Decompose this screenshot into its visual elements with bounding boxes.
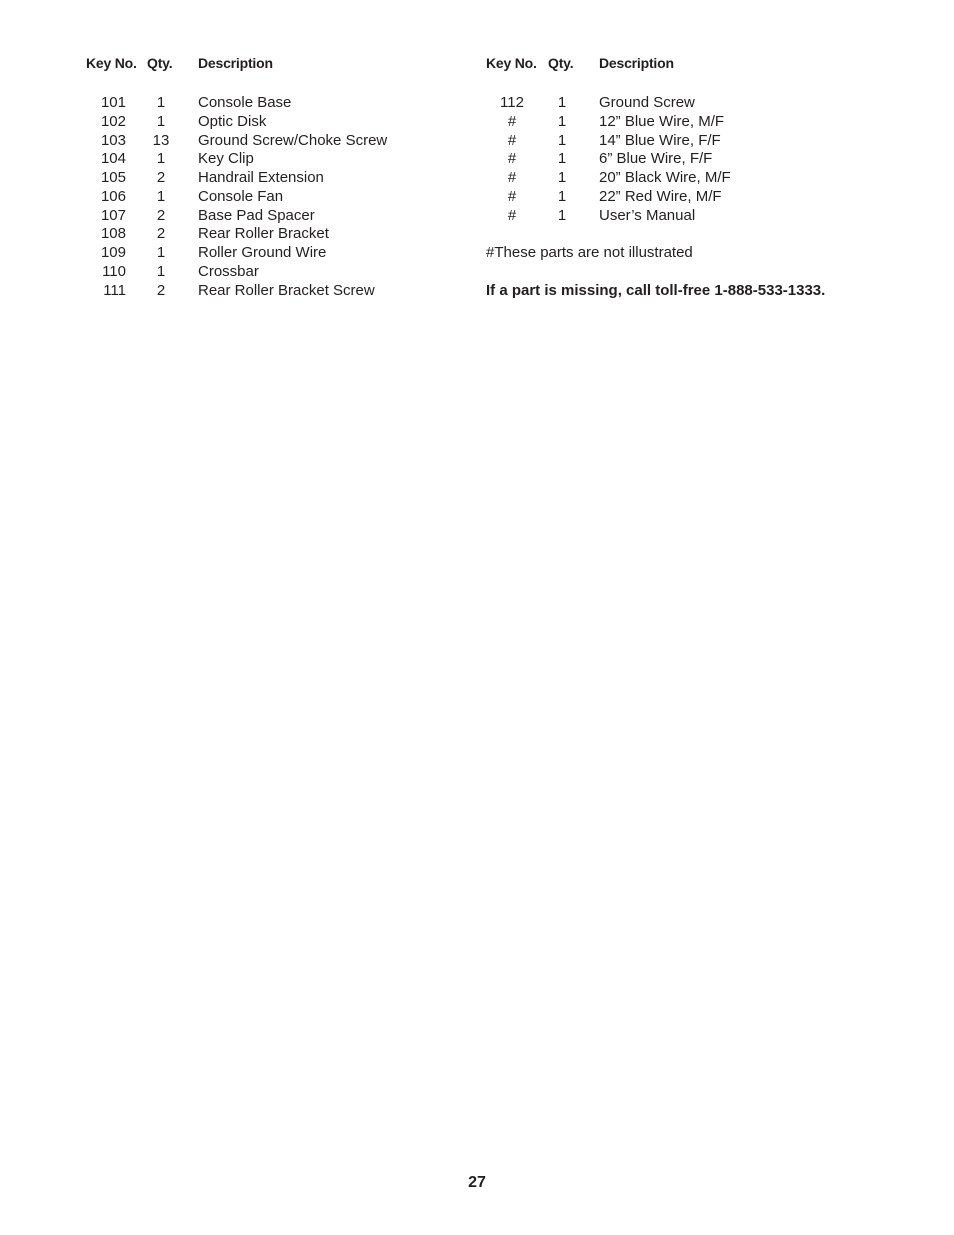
part-description: 22” Red Wire, M/F	[599, 187, 722, 205]
part-row	[486, 113, 926, 132]
parts-list-header	[486, 55, 926, 75]
parts-rows	[486, 94, 926, 225]
not-illustrated-note: #These parts are not illustrated	[486, 244, 693, 261]
page-number: 27	[468, 1174, 486, 1191]
part-description: Console Fan	[198, 187, 284, 205]
quantity: 1	[557, 94, 567, 111]
quantity: 1	[557, 112, 567, 130]
part-row	[486, 150, 926, 169]
part-row	[86, 113, 466, 132]
key-number: 110	[102, 262, 126, 280]
quantity: 1	[156, 94, 166, 111]
part-description: Key Clip	[198, 150, 254, 168]
key-no-header: Key No.	[86, 55, 137, 71]
key-number: 108	[100, 225, 126, 243]
part-description: User’s Manual	[599, 206, 696, 224]
quantity: 1	[156, 187, 166, 205]
key-number: 105	[100, 169, 126, 186]
description-header: Description	[599, 55, 674, 71]
quantity: 1	[156, 244, 166, 261]
quantity: 2	[156, 169, 166, 186]
part-description: Ground Screw/Choke Screw	[198, 131, 388, 149]
part-row	[486, 94, 926, 113]
part-row	[86, 169, 466, 188]
part-row	[86, 225, 466, 244]
key-number: #	[507, 150, 517, 168]
part-description: Optic Disk	[198, 112, 267, 130]
key-number: 101	[100, 94, 126, 111]
key-number: 111	[103, 281, 126, 299]
parts-rows	[86, 94, 466, 300]
key-number: #	[507, 187, 517, 205]
part-row	[86, 150, 466, 169]
key-number: #	[507, 206, 517, 224]
part-row	[86, 263, 466, 282]
part-description: Console Base	[198, 94, 292, 111]
parts-list-left	[86, 55, 466, 299]
part-description: Ground Screw	[599, 94, 695, 111]
part-row	[86, 132, 466, 151]
part-description: 6” Blue Wire, F/F	[599, 150, 713, 168]
qty-header: Qty.	[548, 55, 574, 71]
quantity: 2	[156, 281, 166, 299]
key-number: #	[507, 131, 517, 149]
quantity: 1	[156, 262, 166, 280]
quantity: 1	[156, 150, 166, 168]
key-number: 103	[100, 131, 126, 149]
quantity: 1	[557, 131, 567, 149]
part-description: Base Pad Spacer	[198, 206, 315, 224]
key-number: 104	[100, 150, 126, 168]
part-description: Handrail Extension	[198, 169, 324, 186]
part-description: 14” Blue Wire, F/F	[599, 131, 721, 149]
parts-list-header	[86, 55, 466, 75]
quantity: 1	[156, 112, 166, 130]
part-row	[86, 207, 466, 226]
quantity: 1	[557, 169, 567, 186]
qty-header: Qty.	[147, 55, 173, 71]
key-number: #	[507, 112, 517, 130]
part-description: Crossbar	[198, 262, 259, 280]
quantity: 13	[152, 131, 170, 149]
missing-part-note: If a part is missing, call toll-free 1-888-533-1333.	[486, 282, 826, 299]
quantity: 2	[156, 225, 166, 243]
part-row	[486, 132, 926, 151]
key-no-header: Key No.	[486, 55, 537, 71]
key-number: 112	[500, 94, 524, 111]
part-row	[86, 94, 466, 113]
part-row	[86, 282, 466, 301]
quantity: 1	[557, 150, 567, 168]
quantity: 1	[557, 187, 567, 205]
part-description: Rear Roller Bracket Screw	[198, 281, 375, 299]
part-description: Rear Roller Bracket	[198, 225, 329, 243]
part-row	[486, 188, 926, 207]
part-row	[86, 244, 466, 263]
key-number: 102	[100, 112, 126, 130]
key-number: #	[507, 169, 517, 186]
key-number: 107	[100, 206, 126, 224]
quantity: 1	[557, 206, 567, 224]
key-number: 109	[100, 244, 126, 261]
key-number: 106	[100, 187, 126, 205]
part-row	[486, 207, 926, 226]
parts-list-right	[486, 55, 926, 224]
quantity: 2	[156, 206, 166, 224]
part-row	[486, 169, 926, 188]
part-description: Roller Ground Wire	[198, 244, 327, 261]
part-description: 12” Blue Wire, M/F	[599, 112, 725, 130]
part-description: 20” Black Wire, M/F	[599, 169, 731, 186]
part-row	[86, 188, 466, 207]
description-header: Description	[198, 55, 273, 71]
